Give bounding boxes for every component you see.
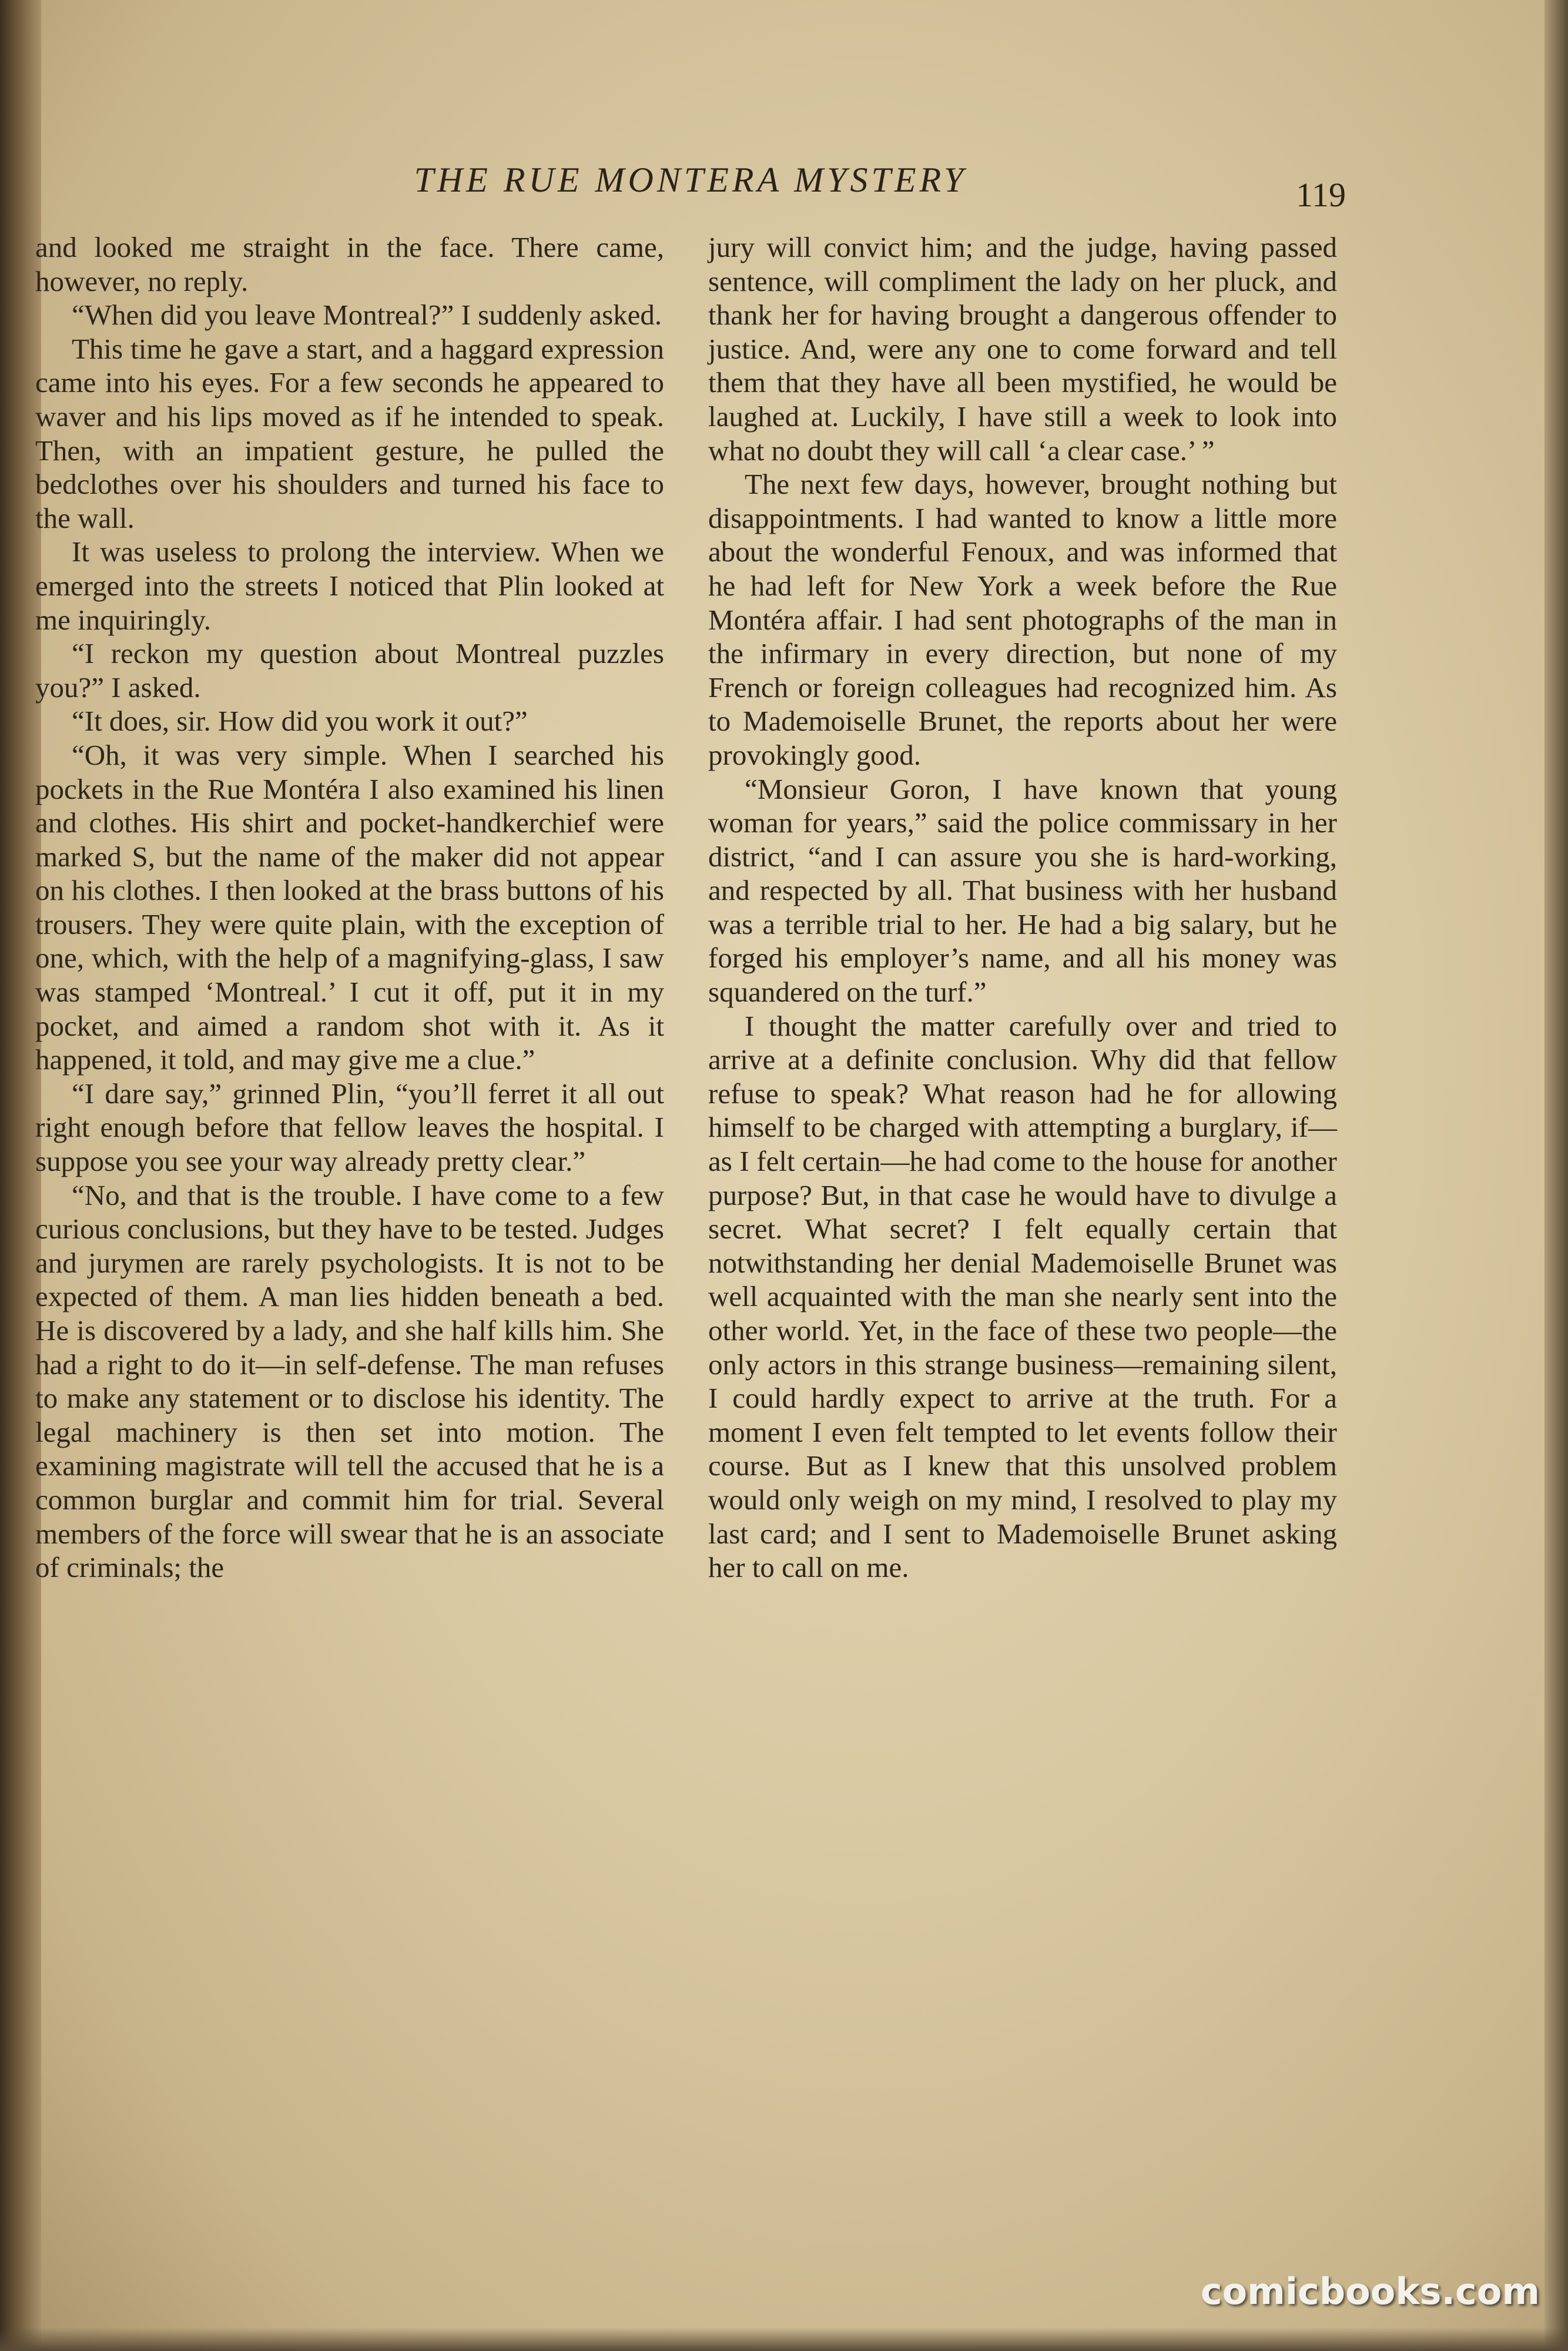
paragraph: “When did you leave Montreal?” I suddenly asked. [72, 299, 662, 331]
paragraph: “It does, sir. How did you work it out?” [72, 705, 528, 738]
page-number: 119 [1296, 176, 1346, 214]
paragraph: I thought the matter carefully over and tried to arrive at a definite conclusion. Why did that fellow refuse to speak? What reason had he for allowing himself to be charged with attempting a burglary, if—as I felt certain—he had come to the house for another purpose? But, in that case he would have to divulge a secret. What secret? I felt equally certain that notwithstanding her denial Mademoiselle Brunet was well acquainted with the man she nearly sent into the other world. Yet, in the face of these two people—the only actors in this strange business—remaining silent, I could hardly expect to arrive at the truth. For a moment I even felt tempted to let events follow their course. But as I knew that this unsolved problem would only weigh on my mind, I resolved to play my last card; and I sent to Mademoiselle Brunet asking her to call on me. [708, 1009, 1337, 1584]
paragraph: This time he gave a start, and a haggard expression came into his eyes. For a few seconds he appeared to waver and his lips moved as if he intended to speak. Then, with an impatient gesture, he pulled the bedclothes over his shoulders and turned his face to the wall. [35, 332, 664, 534]
source-watermark: comicbooks.com [1200, 2270, 1540, 2313]
paragraph: jury will convict him; and the judge, having passed sentence, will compliment the lady on her pluck, and thank her for having brought a dangerous offender to justice. And, were any one to come forward and tell them that they have all been mystified, he would be laughed at. Luckily, I have still a week to look into what no doubt they will call ‘a clear case.’ ” [708, 231, 1337, 467]
page-edge-shadow [1544, 0, 1568, 2351]
page-bottom-shadow [0, 2327, 1568, 2351]
paragraph: and looked me straight in the face. There came, however, no reply. [35, 231, 664, 297]
paragraph: The next few days, however, brought nothing but disappointments. I had wanted to know a little more about the wonderful Fenoux, and was informed that he had left for New York a week before the Rue Montéra affair. I had sent photographs of the man in the infirmary in every direction, but none of my French or foreign colleagues had recognized him. As to Mademoiselle Brunet, the reports about her were provokingly good. [708, 468, 1337, 771]
paragraph: “I dare say,” grinned Plin, “you’ll ferret it all out right enough before that fellow leaves the hospital. I suppose you see your way already pretty clear.” [35, 1077, 664, 1178]
paragraph: It was useless to prolong the interview. When we emerged into the streets I noticed that Plin looked at me inquiringly. [35, 535, 664, 636]
text-column-left [35, 230, 664, 1585]
paragraph: “Monsieur Goron, I have known that young woman for years,” said the police commissary in her district, “and I can assure you she is hard-working, and respected by all. That business with her husband was a terrible trial to her. He had a big salary, but he forged his employer’s name, and all his money was squandered on the turf.” [708, 772, 1337, 1009]
paragraph: “I reckon my question about Montreal puzzles you?” I asked. [35, 637, 664, 704]
text-column-right [708, 230, 1337, 1585]
running-title: THE RUE MONTERA MYSTERY [414, 160, 967, 199]
paragraph: “No, and that is the trouble. I have come to a few curious conclusions, but they have to be tested. Judges and jurymen are rarely psychologists. It is not to be expected of them. A man lies hidden beneath a bed. He is discovered by a lady, and she half kills him. She had a right to do it—in self-defense. The man refuses to make any statement or to disclose his identity. The legal machinery is then set into motion. The examining magistrate will tell the accused that he is a common burglar and commit him for trial. Several members of the force will swear that he is an associate of criminals; the [35, 1178, 664, 1584]
paragraph: “Oh, it was very simple. When I searched his pockets in the Rue Montéra I also examined his linen and clothes. His shirt and pocket-handkerchief were marked S, but the name of the maker did not appear on his clothes. I then looked at the brass buttons of his trousers. They were quite plain, with the exception of one, which, with the help of a magnifying-glass, I saw was stamped ‘Montreal.’ I cut it off, put it in my pocket, and aimed a random shot with it. As it happened, it told, and may give me a clue.” [35, 738, 664, 1076]
